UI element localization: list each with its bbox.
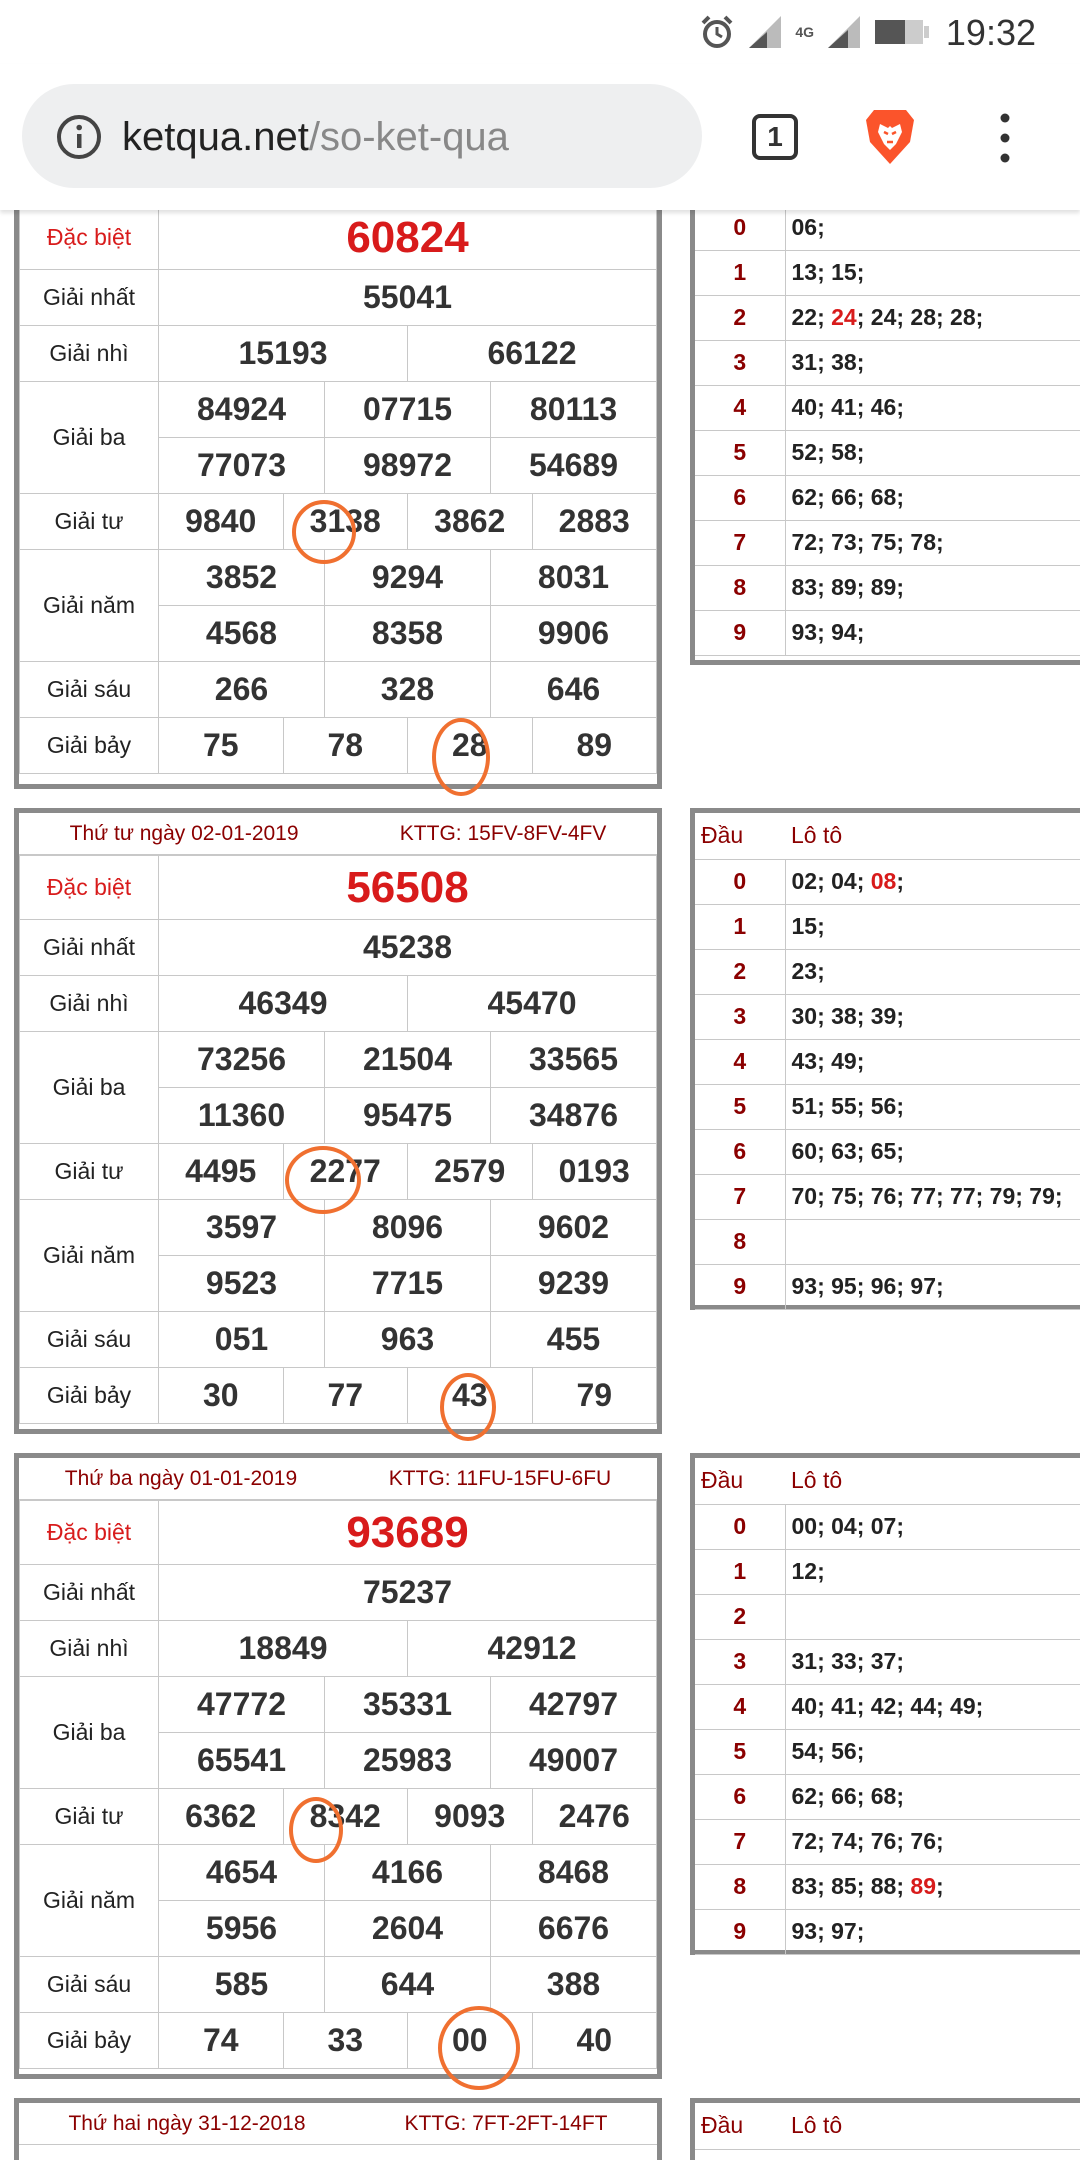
label-third: Giải ba bbox=[20, 1032, 159, 1144]
draw-date: Thứ hai ngày 31-12-2018 bbox=[68, 2111, 306, 2135]
loto-row bbox=[695, 994, 1080, 1039]
second-prize: 18849 bbox=[159, 1621, 408, 1677]
label-special: Đặc biệt bbox=[20, 856, 159, 920]
loto-head-digit: 9 bbox=[695, 1264, 785, 1309]
loto-head-digit: 7 bbox=[695, 520, 785, 565]
loto-values bbox=[785, 904, 1080, 949]
loto-head-digit: 3 bbox=[695, 340, 785, 385]
loto-row bbox=[695, 1549, 1080, 1594]
draw-date: Thứ tư ngày 02-01-2019 bbox=[69, 821, 299, 845]
loto-row bbox=[695, 1729, 1080, 1774]
address-bar[interactable] bbox=[22, 84, 702, 188]
loto-head-digit: 3 bbox=[695, 1639, 785, 1684]
browser-toolbar bbox=[0, 64, 1080, 210]
result-block-2 bbox=[14, 808, 662, 1434]
label-fourth: Giải tư bbox=[20, 1144, 159, 1200]
label-fifth: Giải năm bbox=[20, 1845, 159, 1957]
loto-head-digit: 1 bbox=[695, 904, 785, 949]
loto-head-digit: 8 bbox=[695, 1864, 785, 1909]
fourth-prize: 4495 bbox=[159, 1144, 284, 1200]
block-header bbox=[19, 2103, 657, 2145]
fourth-prize: 2476 bbox=[532, 1789, 657, 1845]
special-prize: 93689 bbox=[159, 1501, 657, 1565]
fifth-prize: 8468 bbox=[491, 1845, 657, 1901]
loto-head-digit: 5 bbox=[695, 430, 785, 475]
second-prize: 45470 bbox=[408, 976, 657, 1032]
fourth-prize: 2883 bbox=[532, 494, 657, 550]
third-prize: 73256 bbox=[159, 1032, 325, 1088]
label-seventh: Giải bảy bbox=[20, 718, 159, 774]
loto-values-text: 43; 49; bbox=[791, 1048, 865, 1074]
third-prize: 84924 bbox=[159, 382, 325, 438]
seventh-prize: 33 bbox=[283, 2013, 408, 2069]
loto-list bbox=[695, 1458, 1080, 1955]
overflow-menu-icon[interactable] bbox=[990, 108, 1020, 168]
loto-values bbox=[785, 1819, 1080, 1864]
loto-values bbox=[785, 1174, 1080, 1219]
loto-values-text: 12; bbox=[791, 1558, 825, 1584]
loto-head-digit: 5 bbox=[695, 1729, 785, 1774]
loto-values-text: 62; 66; 68; bbox=[791, 484, 905, 510]
loto-head-digit: 0 bbox=[695, 1504, 785, 1549]
loto-header-row bbox=[695, 813, 1080, 859]
loto-values-text: 52; 58; bbox=[791, 439, 865, 465]
loto-values-text: 62; 66; 68; bbox=[791, 1783, 905, 1809]
second-prize: 66122 bbox=[408, 326, 657, 382]
loto-head-digit: 0 bbox=[695, 859, 785, 904]
loto-table-1 bbox=[690, 205, 1080, 665]
seventh-prize: 28 bbox=[408, 718, 533, 774]
third-prize: 11360 bbox=[159, 1088, 325, 1144]
label-third: Giải ba bbox=[20, 1677, 159, 1789]
network-type: 4G bbox=[795, 24, 814, 40]
loto-head-digit: 9 bbox=[695, 1909, 785, 1954]
loto-highlight-value: 08 bbox=[870, 868, 897, 894]
third-prize: 80113 bbox=[491, 382, 657, 438]
fifth-prize: 3852 bbox=[159, 550, 325, 606]
loto-values-text: 00; 04; 07; bbox=[791, 1513, 905, 1539]
label-fifth: Giải năm bbox=[20, 1200, 159, 1312]
loto-header-loto: Lô tô bbox=[785, 2103, 1080, 2149]
status-bar bbox=[0, 0, 1080, 64]
loto-row bbox=[695, 1039, 1080, 1084]
loto-head-digit: 8 bbox=[695, 1219, 785, 1264]
loto-row bbox=[695, 475, 1080, 520]
loto-row bbox=[695, 1594, 1080, 1639]
loto-values-text: 23; bbox=[791, 958, 825, 984]
draw-date: Thứ ba ngày 01-01-2019 bbox=[64, 1466, 298, 1490]
draw-code: KTTG: 15FV-8FV-4FV bbox=[399, 821, 607, 845]
label-first: Giải nhất bbox=[20, 270, 159, 326]
loto-head-digit: 2 bbox=[695, 1594, 785, 1639]
fourth-prize: 3138 bbox=[283, 494, 408, 550]
loto-values-text: 93; 97; bbox=[791, 1918, 865, 1944]
loto-row bbox=[695, 859, 1080, 904]
fourth-prize: 8342 bbox=[283, 1789, 408, 1845]
seventh-prize: 89 bbox=[532, 718, 657, 774]
loto-head-digit: 8 bbox=[695, 565, 785, 610]
loto-values bbox=[785, 1594, 1080, 1639]
label-special: Đặc biệt bbox=[20, 206, 159, 270]
loto-head-digit: 4 bbox=[695, 1039, 785, 1084]
block-header bbox=[19, 1458, 657, 1500]
seventh-prize: 40 bbox=[532, 2013, 657, 2069]
url-path: /so-ket-qua bbox=[308, 115, 509, 159]
result-block-3 bbox=[14, 1453, 662, 2079]
special-prize: 60824 bbox=[159, 206, 657, 270]
loto-values bbox=[785, 1774, 1080, 1819]
third-prize: 49007 bbox=[491, 1733, 657, 1789]
status-icons bbox=[699, 14, 930, 50]
third-prize: 65541 bbox=[159, 1733, 325, 1789]
loto-values bbox=[785, 610, 1080, 655]
loto-values-text: 51; 55; 56; bbox=[791, 1093, 905, 1119]
url-text[interactable] bbox=[122, 112, 509, 162]
seventh-prize: 75 bbox=[159, 718, 284, 774]
loto-row bbox=[695, 1774, 1080, 1819]
loto-values bbox=[785, 1504, 1080, 1549]
label-fourth: Giải tư bbox=[20, 494, 159, 550]
third-prize: 54689 bbox=[491, 438, 657, 494]
label-sixth: Giải sáu bbox=[20, 1312, 159, 1368]
loto-head-digit: 1 bbox=[695, 1549, 785, 1594]
fifth-prize: 8358 bbox=[325, 606, 491, 662]
loto-list bbox=[695, 813, 1080, 1310]
loto-values bbox=[785, 859, 1080, 904]
loto-values bbox=[785, 1084, 1080, 1129]
first-prize: 45238 bbox=[159, 920, 657, 976]
label-first: Giải nhất bbox=[20, 1565, 159, 1621]
loto-values bbox=[785, 250, 1080, 295]
block-header bbox=[19, 813, 657, 855]
loto-header-row bbox=[695, 1458, 1080, 1504]
special-prize: 56508 bbox=[159, 856, 657, 920]
fifth-prize: 5956 bbox=[159, 1901, 325, 1957]
result-block-1 bbox=[14, 205, 662, 789]
loto-values-text: 22; bbox=[791, 304, 832, 330]
loto-head-digit: 4 bbox=[695, 385, 785, 430]
label-second: Giải nhì bbox=[20, 326, 159, 382]
loto-head-digit: 2 bbox=[695, 295, 785, 340]
loto-values-text: 06; bbox=[791, 213, 825, 240]
loto-table-3 bbox=[690, 1453, 1080, 1955]
loto-values-text: 15; bbox=[791, 913, 825, 939]
label-sixth: Giải sáu bbox=[20, 662, 159, 718]
loto-header-dau: Đầu bbox=[695, 813, 785, 859]
loto-head-digit: 6 bbox=[695, 475, 785, 520]
fifth-prize: 4568 bbox=[159, 606, 325, 662]
second-prize: 46349 bbox=[159, 976, 408, 1032]
loto-head-digit: 2 bbox=[695, 949, 785, 994]
loto-values-text: 70; 75; 76; 77; 77; 79; 79; bbox=[791, 1183, 1063, 1209]
loto-values bbox=[785, 520, 1080, 565]
loto-values-text: 30; 38; 39; bbox=[791, 1003, 905, 1029]
brave-lion-icon[interactable] bbox=[864, 106, 916, 166]
loto-values-text: 31; 33; 37; bbox=[791, 1648, 905, 1674]
fourth-prize: 0193 bbox=[532, 1144, 657, 1200]
fifth-prize: 3597 bbox=[159, 1200, 325, 1256]
fifth-prize: 7715 bbox=[325, 1256, 491, 1312]
loto-row bbox=[695, 1174, 1080, 1219]
fifth-prize: 8031 bbox=[491, 550, 657, 606]
label-sixth: Giải sáu bbox=[20, 1957, 159, 2013]
loto-values bbox=[785, 295, 1080, 340]
loto-values bbox=[785, 1039, 1080, 1084]
battery-icon bbox=[874, 17, 930, 47]
loto-values-text: 72; 74; 76; 76; bbox=[791, 1828, 944, 1854]
fourth-prize: 9093 bbox=[408, 1789, 533, 1845]
loto-row bbox=[695, 1684, 1080, 1729]
loto-row bbox=[695, 250, 1080, 295]
sixth-prize: 266 bbox=[159, 662, 325, 718]
fourth-prize: 3862 bbox=[408, 494, 533, 550]
fifth-prize: 6676 bbox=[491, 1901, 657, 1957]
loto-values-text: 93; 95; 96; 97; bbox=[791, 1273, 944, 1299]
loto-row bbox=[695, 1909, 1080, 1954]
loto-values bbox=[785, 205, 1080, 250]
third-prize: 98972 bbox=[325, 438, 491, 494]
third-prize: 35331 bbox=[325, 1677, 491, 1733]
sixth-prize: 963 bbox=[325, 1312, 491, 1368]
loto-values bbox=[785, 430, 1080, 475]
loto-values bbox=[785, 994, 1080, 1039]
loto-header-dau: Đầu bbox=[695, 2103, 785, 2149]
loto-table-4 bbox=[690, 2098, 1080, 2160]
alarm-icon bbox=[699, 14, 735, 50]
label-second: Giải nhì bbox=[20, 976, 159, 1032]
signal-icon-2 bbox=[826, 14, 862, 50]
loto-values-text: ; 24; 28; 28; bbox=[856, 304, 984, 330]
label-special: Đặc biệt bbox=[20, 1501, 159, 1565]
loto-row bbox=[695, 565, 1080, 610]
loto-values bbox=[785, 1129, 1080, 1174]
loto-header-row bbox=[695, 2103, 1080, 2149]
loto-values-text: 40; 41; 46; bbox=[791, 394, 905, 420]
third-prize: 42797 bbox=[491, 1677, 657, 1733]
loto-values bbox=[785, 565, 1080, 610]
first-prize: 75237 bbox=[159, 1565, 657, 1621]
sixth-prize: 455 bbox=[491, 1312, 657, 1368]
sixth-prize: 585 bbox=[159, 1957, 325, 2013]
loto-head-digit: 3 bbox=[695, 994, 785, 1039]
loto-values-text: 60; 63; 65; bbox=[791, 1138, 905, 1164]
loto-values bbox=[785, 385, 1080, 430]
draw-code: KTTG: 7FT-2FT-14FT bbox=[404, 2111, 608, 2135]
loto-row bbox=[695, 1819, 1080, 1864]
loto-head-digit: 7 bbox=[695, 1819, 785, 1864]
third-prize: 25983 bbox=[325, 1733, 491, 1789]
loto-head-digit: 7 bbox=[695, 1174, 785, 1219]
loto-row bbox=[695, 1219, 1080, 1264]
draw-code: KTTG: 11FU-15FU-6FU bbox=[388, 1466, 612, 1490]
loto-row bbox=[695, 520, 1080, 565]
loto-head-digit: 4 bbox=[695, 1684, 785, 1729]
loto-row bbox=[695, 610, 1080, 655]
loto-values bbox=[785, 949, 1080, 994]
fourth-prize: 9840 bbox=[159, 494, 284, 550]
label-seventh: Giải bảy bbox=[20, 1368, 159, 1424]
third-prize: 33565 bbox=[491, 1032, 657, 1088]
result-table bbox=[19, 1500, 657, 2069]
loto-values bbox=[785, 1264, 1080, 1309]
label-first: Giải nhất bbox=[20, 920, 159, 976]
loto-values-text: ; bbox=[936, 1873, 944, 1899]
loto-row bbox=[695, 385, 1080, 430]
loto-values bbox=[785, 475, 1080, 520]
label-fourth: Giải tư bbox=[20, 1789, 159, 1845]
tab-switcher-button[interactable]: 1 bbox=[752, 114, 798, 160]
loto-row bbox=[695, 904, 1080, 949]
loto-values bbox=[785, 1729, 1080, 1774]
signal-icon bbox=[747, 14, 783, 50]
result-table bbox=[19, 855, 657, 1424]
loto-header-loto: Lô tô bbox=[785, 1458, 1080, 1504]
loto-values bbox=[785, 1219, 1080, 1264]
fourth-prize: 2579 bbox=[408, 1144, 533, 1200]
loto-values-text: ; bbox=[896, 868, 905, 894]
loto-values-text: 83; 89; 89; bbox=[791, 574, 905, 600]
second-prize: 15193 bbox=[159, 326, 408, 382]
loto-row bbox=[695, 340, 1080, 385]
label-seventh: Giải bảy bbox=[20, 2013, 159, 2069]
loto-head-digit: 6 bbox=[695, 1774, 785, 1819]
seventh-prize: 74 bbox=[159, 2013, 284, 2069]
third-prize: 77073 bbox=[159, 438, 325, 494]
third-prize: 95475 bbox=[325, 1088, 491, 1144]
loto-values bbox=[785, 1684, 1080, 1729]
seventh-prize: 77 bbox=[283, 1368, 408, 1424]
label-fifth: Giải năm bbox=[20, 550, 159, 662]
sixth-prize: 328 bbox=[325, 662, 491, 718]
fifth-prize: 8096 bbox=[325, 1200, 491, 1256]
loto-values bbox=[785, 1909, 1080, 1954]
loto-row bbox=[695, 1639, 1080, 1684]
loto-row bbox=[695, 295, 1080, 340]
loto-row bbox=[695, 430, 1080, 475]
loto-values-text: 02; 04; bbox=[791, 868, 871, 894]
loto-values bbox=[785, 340, 1080, 385]
third-prize: 21504 bbox=[325, 1032, 491, 1088]
fourth-prize: 2277 bbox=[283, 1144, 408, 1200]
loto-header-loto: Lô tô bbox=[785, 813, 1080, 859]
third-prize: 47772 bbox=[159, 1677, 325, 1733]
url-domain: ketqua.net bbox=[122, 115, 309, 159]
fifth-prize: 9239 bbox=[491, 1256, 657, 1312]
result-block-4 bbox=[14, 2098, 662, 2160]
fifth-prize: 4654 bbox=[159, 1845, 325, 1901]
fourth-prize: 6362 bbox=[159, 1789, 284, 1845]
loto-table-2 bbox=[690, 808, 1080, 1310]
result-table bbox=[19, 205, 657, 774]
loto-row bbox=[695, 1129, 1080, 1174]
fifth-prize: 4166 bbox=[325, 1845, 491, 1901]
loto-values-text: 72; 73; 75; 78; bbox=[791, 529, 944, 555]
loto-head-digit: 0 bbox=[695, 205, 785, 250]
loto-values-text: 13; 15; bbox=[791, 259, 865, 285]
loto-values bbox=[785, 1639, 1080, 1684]
fifth-prize: 9523 bbox=[159, 1256, 325, 1312]
seventh-prize: 30 bbox=[159, 1368, 284, 1424]
sixth-prize: 646 bbox=[491, 662, 657, 718]
fifth-prize: 9906 bbox=[491, 606, 657, 662]
info-icon[interactable] bbox=[56, 114, 102, 160]
loto-row bbox=[695, 1864, 1080, 1909]
loto-values bbox=[785, 1864, 1080, 1909]
seventh-prize: 43 bbox=[408, 1368, 533, 1424]
loto-row bbox=[695, 205, 1080, 250]
loto-header-dau: Đầu bbox=[695, 1458, 785, 1504]
first-prize: 55041 bbox=[159, 270, 657, 326]
loto-head-digit: 1 bbox=[695, 250, 785, 295]
loto-highlight-value: 24 bbox=[831, 304, 857, 330]
loto-head-digit: 6 bbox=[695, 1129, 785, 1174]
loto-row bbox=[695, 1084, 1080, 1129]
sixth-prize: 051 bbox=[159, 1312, 325, 1368]
second-prize: 42912 bbox=[408, 1621, 657, 1677]
third-prize: 34876 bbox=[491, 1088, 657, 1144]
fifth-prize: 2604 bbox=[325, 1901, 491, 1957]
loto-list bbox=[695, 205, 1080, 656]
seventh-prize: 78 bbox=[283, 718, 408, 774]
loto-values-text: 31; 38; bbox=[791, 349, 865, 375]
sixth-prize: 388 bbox=[491, 1957, 657, 2013]
fifth-prize: 9602 bbox=[491, 1200, 657, 1256]
seventh-prize: 79 bbox=[532, 1368, 657, 1424]
loto-row bbox=[695, 1264, 1080, 1309]
seventh-prize: 00 bbox=[408, 2013, 533, 2069]
label-second: Giải nhì bbox=[20, 1621, 159, 1677]
loto-row bbox=[695, 949, 1080, 994]
loto-row bbox=[695, 1504, 1080, 1549]
loto-values bbox=[785, 1549, 1080, 1594]
loto-values-text: 40; 41; 42; 44; 49; bbox=[791, 1693, 984, 1719]
status-time: 19:32 bbox=[945, 12, 1036, 53]
fifth-prize: 9294 bbox=[325, 550, 491, 606]
loto-list bbox=[695, 2103, 1080, 2150]
loto-values-text: 54; 56; bbox=[791, 1738, 865, 1764]
label-third: Giải ba bbox=[20, 382, 159, 494]
loto-highlight-value: 89 bbox=[910, 1873, 936, 1899]
loto-values-text: 83; 85; 88; bbox=[791, 1873, 911, 1899]
loto-values-text: 93; 94; bbox=[791, 619, 865, 645]
loto-head-digit: 5 bbox=[695, 1084, 785, 1129]
third-prize: 07715 bbox=[325, 382, 491, 438]
sixth-prize: 644 bbox=[325, 1957, 491, 2013]
loto-head-digit: 9 bbox=[695, 610, 785, 655]
